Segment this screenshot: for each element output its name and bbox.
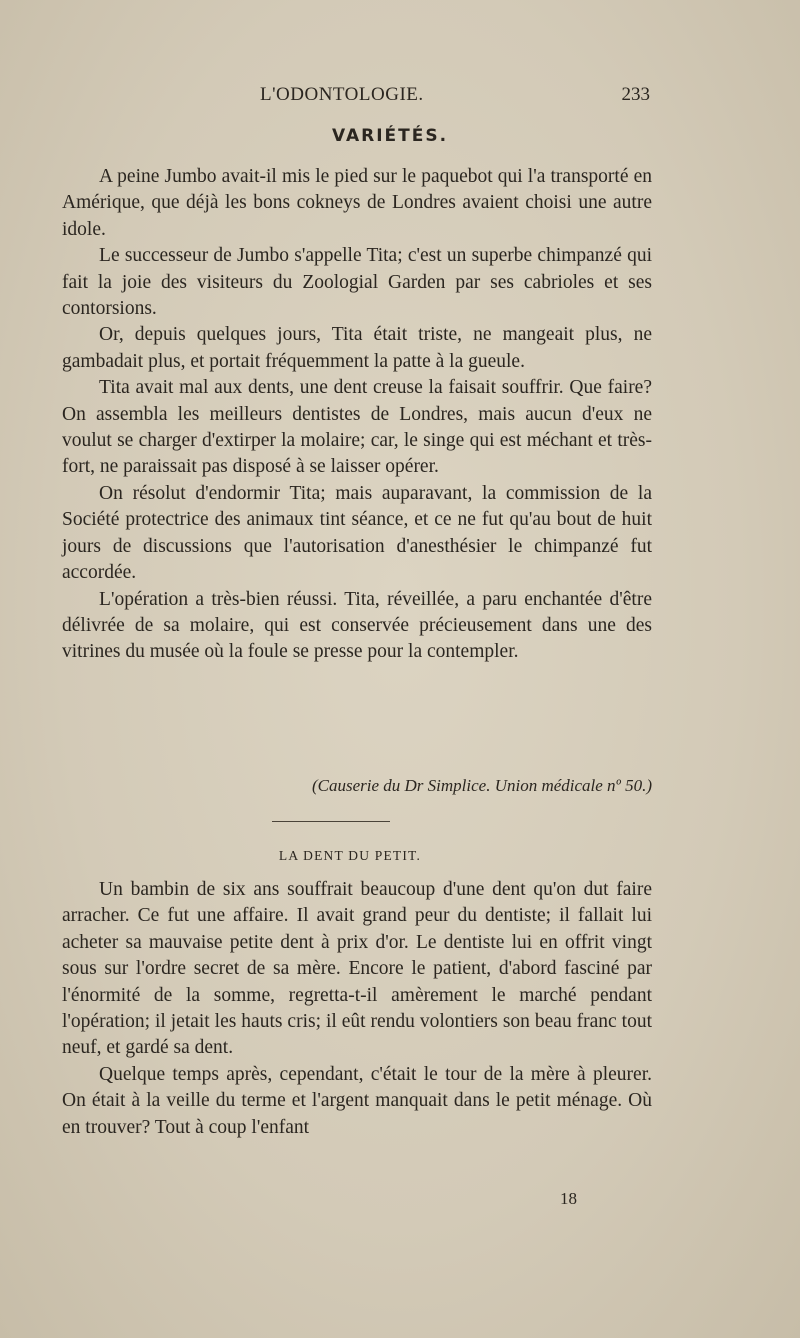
paragraph: Un bambin de six ans souffrait beaucoup d'une dent qu'on dut faire arracher. Ce fut une affaire. Il avait grand peur du dentiste; il fallait lui acheter sa mauvaise petite dent à prix d'or. Le dentiste lui en offrit vingt sous sur l'ordre secret de sa mère. Encore le patient, d'abord fasciné par l'énormité de la somme, regretta-t-il amèrement le marché pendant l'opération; il jetait les hauts cris; il eût rendu volontiers son beau franc tout neuf, et gardé sa dent. [62, 879, 652, 1059]
section-title: VARIÉTÉS. [331, 126, 449, 146]
source-citation: (Causerie du Dr Simplice. Union médicale nº 50.) [311, 776, 652, 795]
paragraph: Tita avait mal aux dents, une dent creuse la faisait souffrir. Que faire? On assembla les meilleurs dentistes de Londres, mais aucun d'eux ne voulut se charger d'extirper la molaire; car, le singe qui est méchant et très-fort, ne paraissait pas disposé à se laisser opérer. [62, 377, 652, 478]
paragraph: Or, depuis quelques jours, Tita était triste, ne mangeait plus, ne gambadait plus, et portait fréquemment la patte à la gueule. [62, 324, 652, 372]
paragraph: On résolut d'endormir Tita; mais auparavant, la commission de la Société protectrice des animaux tint séance, et ce ne fut qu'au bout de huit jours de discussions que l'autorisation d'anesthésier le chimpanzé fut accordée. [62, 482, 652, 584]
running-header [60, 84, 650, 114]
page-number: 233 [621, 84, 650, 105]
signature-mark: 18 [560, 1189, 577, 1208]
article-title: LA DENT DU PETIT. [278, 848, 422, 863]
section-divider [272, 821, 390, 822]
running-title: L'ODONTOLOGIE. [260, 84, 424, 105]
paragraph: L'opération a très-bien réussi. Tita, réveillée, a paru enchantée d'être délivrée de sa molaire, qui est conservée précieusement dans une des vitrines du musée où la foule se presse pour la contempler. [62, 588, 652, 663]
paragraph: Le successeur de Jumbo s'appelle Tita; c'est un superbe chimpanzé qui fait la joie des visiteurs du Zoologial Garden par ses cabrioles et ses contorsions. [62, 245, 652, 320]
article-dent-body [62, 877, 652, 1141]
article-varietes-body [62, 164, 652, 666]
paragraph: A peine Jumbo avait-il mis le pied sur le paquebot qui l'a transporté en Amérique, que déjà les bons cokneys de Londres avaient choisi une autre idole. [62, 166, 652, 240]
paragraph: Quelque temps après, cependant, c'était le tour de la mère à pleurer. On était à la veille du terme et l'argent manquait dans le petit ménage. Où en trouver? Tout à coup l'enfant [62, 1063, 652, 1138]
